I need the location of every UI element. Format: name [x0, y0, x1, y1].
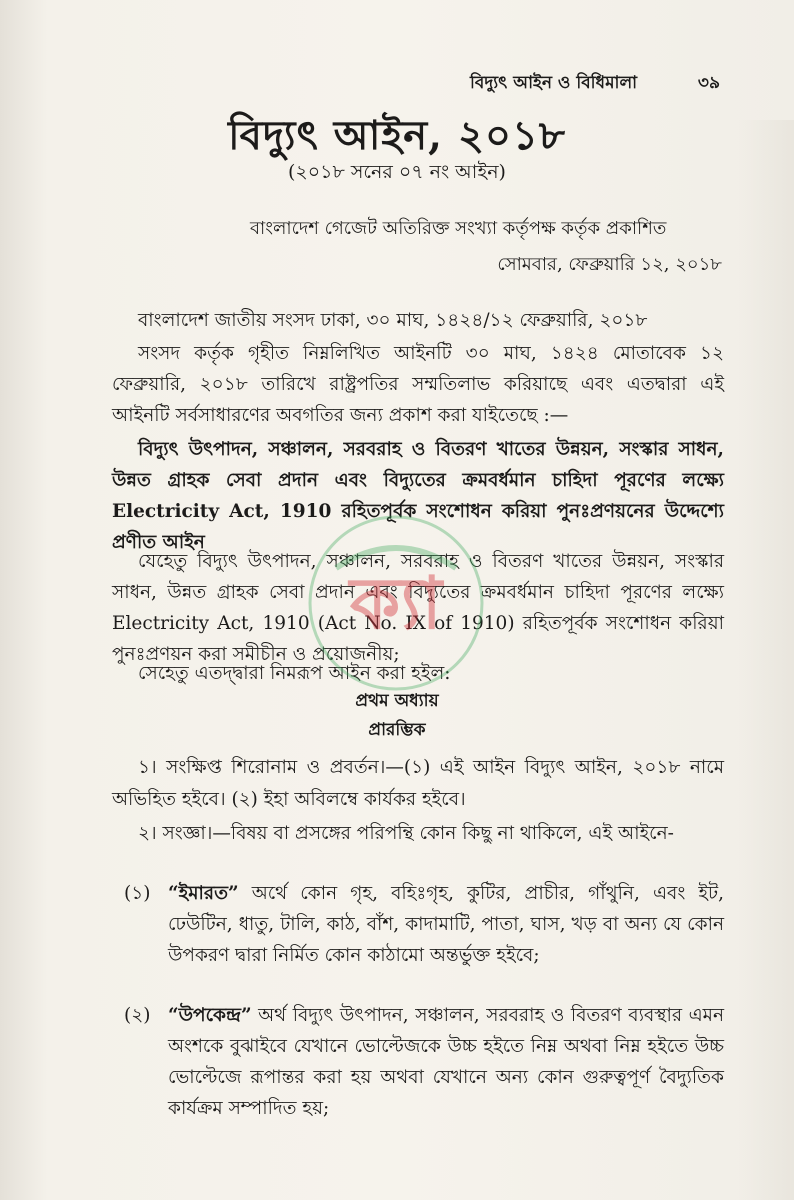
watermark-text: ক্যা [349, 561, 443, 645]
defined-term: “ইমারত” [168, 883, 239, 904]
clause-text [168, 878, 724, 971]
clause-number: (২) [124, 1005, 151, 1026]
section-1: ১। সংক্ষিপ্ত শিরোনাম ও প্রবর্তন।—(১) এই আইন বিদ্যুৎ আইন, ২০১৮ নামে অভিহিত হইবে। (২) ইহা অবিলম্বে কার্যকর হইবে। [112, 757, 724, 810]
clause-text [168, 1000, 724, 1124]
long-title: বিদ্যুৎ উৎপাদন, সঞ্চালন, সরবরাহ ও বিতরণ খাতের উন্নয়ন, সংস্কার সাধন, উন্নত গ্রাহক সেবা প্রদান এবং বিদ্যুতের ক্রমবর্ধমান চাহিদা পূরণের লক্ষ্যে Electricity Act, 1910 রহিতপূর্বক সংশোধন করিয়া পুনঃপ্রণয়নের উদ্দেশ্যে প্রণীত আইন [112, 439, 724, 553]
act-title: বিদ্যুৎ আইন, ২০১৮ [228, 112, 566, 159]
whereas-clause: যেহেতু বিদ্যুৎ উৎপাদন, সঞ্চালন, সরবরাহ ও বিতরণ খাতের উন্নয়ন, সংস্কার সাধন, উন্নত গ্রাহক সেবা প্রদান এবং বিদ্যুতের ক্রমবর্ধমান চাহিদা পূরণের লক্ষ্যে Electricity Act, 1910 (Act No. IX of 1910) রহিতপূর্বক সংশোধন করিয়া পুনঃপ্রণয়ন করা সমীচীন ও প্রয়োজনীয়; [112, 551, 724, 665]
chapter-title: প্রারম্ভিক [368, 720, 426, 740]
page-edge-shadow [738, 120, 794, 1200]
running-title: বিদ্যুৎ আইন ও বিধিমালা [470, 73, 638, 93]
page-number: ৩৯ [697, 73, 720, 93]
section-2: ২। সংজ্ঞা।—বিষয় বা প্রসঙ্গের পরিপন্থি কোন কিছু না থাকিলে, এই আইনে- [138, 823, 674, 844]
preamble: সংসদ কর্তৃক গৃহীত নিম্নলিখিত আইনটি ৩০ মাঘ, ১৪২৪ মোতাবেক ১২ ফেব্রুয়ারি, ২০১৮ তারিখে রাষ্ট্রপতির সম্মতিলাভ করিয়াছে এবং এতদ্বারা এই আইনটি সর্বসাধারণের অবগতির জন্য প্রকাশ করা যাইতেছে :— [112, 343, 724, 426]
chapter-heading: প্রথম অধ্যায় [355, 691, 439, 711]
gazette-date: সোমবার, ফেব্রুয়ারি ১২, ২০১৮ [497, 254, 722, 275]
clause-body: অর্থ বিদ্যুৎ উৎপাদন, সঞ্চালন, সরবরাহ ও বিতরণ ব্যবস্থার এমন অংশকে বুঝাইবে যেখানে ভোল্টেজকে উচ্চ হইতে নিম্ন অথবা নিম্ন হইতে উচ্চ ভোল্টেজে রূপান্তর করা হয় অথবা যেখানে অন্য কোন গুরুত্বপূর্ণ বৈদ্যুতিক কার্যক্রম সম্পাদিত হয়; [168, 1005, 724, 1119]
defined-term: “উপকেন্দ্র” [168, 1005, 252, 1026]
definition-clause-1 [124, 878, 724, 971]
clause-body: অর্থে কোন গৃহ, বহিঃগৃহ, কুটির, প্রাচীর, গাঁথুনি, এবং ইট, ঢেউটিন, ধাতু, টালি, কাঠ, বাঁশ, কাদামাটি, পাতা, ঘাস, খড় বা অন্য যে কোন উপকরণ দ্বারা নির্মিত কোন কাঠামো অন্তর্ভুক্ত হইবে; [168, 883, 724, 966]
assembly-line: বাংলাদেশ জাতীয় সংসদ ঢাকা, ৩০ মাঘ, ১৪২৪/১২ ফেব্রুয়ারি, ২০১৮ [138, 310, 648, 331]
gazette-line: বাংলাদেশ গেজেট অতিরিক্ত সংখ্যা কর্তৃপক্ষ কর্তৃক প্রকাশিত [250, 218, 667, 239]
clause-number: (১) [124, 883, 151, 904]
act-number: (২০১৮ সনের ০৭ নং আইন) [288, 161, 506, 183]
definition-clause-2 [124, 1000, 724, 1124]
running-header [470, 70, 720, 96]
therefore-clause: সেহেতু এতদ্দ্বারা নিমরূপ আইন করা হইল: [138, 663, 451, 684]
